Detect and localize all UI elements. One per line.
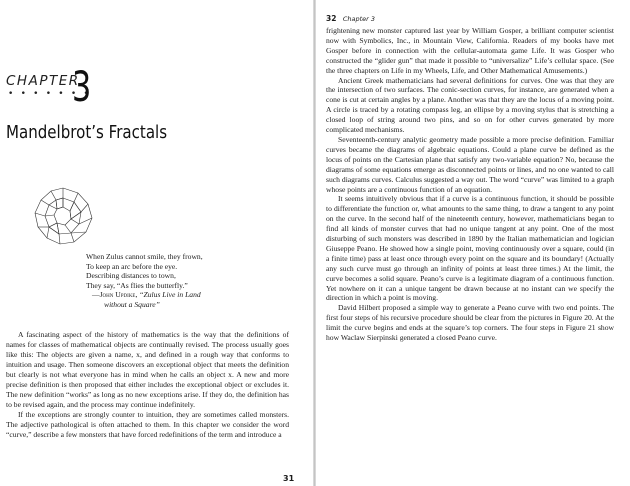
running-header	[326, 14, 375, 23]
epigraph-attribution: —John Updike, “Zulus Live in Land	[92, 290, 201, 300]
page-number: 31	[283, 474, 295, 483]
paragraph-continued: frightening new monster captured last year by William Gosper, a brilliant computer scientist now with Symbolics, Inc., in Mountain View, California. Readers of my books have met Gosper before in connection with the cellular-automata game Life. It was Gosper who constructed the “glider gun” that made it possible to “universalize” Life’s cellular space. (See the three chapters on Life in my Wheels, Life, and Other Mathematical Amusements.)	[326, 26, 614, 75]
attribution-author: John Updike	[99, 290, 136, 300]
paragraph: David Hilbert proposed a simple way to generate a Peano curve with two end points. The first four steps of his recursive procedure should be clear from the pictures in Figure 20. At the limit the curve begins and ends at the square’s top corners. The four steps in Figure 21 show how Waclaw Sierpinski generated a closed Peano curve.	[326, 303, 614, 343]
epigraph-line: When Zulus cannot smile, they frown,	[86, 252, 203, 261]
chapter-number: 3	[72, 62, 92, 111]
epigraph-line: Describing distances to town,	[86, 271, 176, 281]
chapter-dots: • • • • • • •	[8, 89, 91, 99]
paragraph: If the exceptions are strongly counter to intuition, they are sometimes called monsters. The adjective pathological is often attached to them. In this chapter we consider the word “curve,” describe a few monsters that have forced redefinitions of the term and introduce a	[6, 409, 289, 439]
paragraph: Ancient Greek mathematicians had several definitions for curves. One was that they are the intersection of two surfaces. The conic-section curves, for instance, are generated when a cone is cut at certain angles by a plane. Another was that they are the locus of a moving point. A circle is traced by a rotating compass leg, an ellipse by a moving stylus that is stretching a closed loop of string around two pins, and so on for other curves generated by more complicated mechanisms.	[326, 75, 614, 135]
attribution-work: “Zulus Live in Land	[139, 290, 201, 300]
epigraph-line: To keep an arc before the eye.	[86, 261, 178, 271]
paragraph: It seems intuitively obvious that if a curve is a continuous function, it should be possible to differentiate the function or, what amounts to the same thing, to draw a tangent to any point on the curve. In the second half of the nineteenth century, however, mathematicians began to find all kinds of monster curves that had no unique tangent at any point. One of the most disturbing of such monsters was described in 1890 by the Italian mathematician and logician Giuseppe Peano. He showed how a single point, moving continuously over a square, could (in a finite time) pass at least once through every point on the square and its boundary! (Actually any such curve must go through an infinity of points at least three times.) At the limit, the curve becomes a solid square. Peano’s curve is a legitimate diagram of a continuous function. Yet nowhere on it can a unique tangent be drawn because at no instant can we specify the direction in which a point is moving.	[326, 194, 614, 303]
chapter-title: Mandelbrot’s Fractals	[6, 123, 168, 143]
epigraph-line: They say, “As flies the butterfly.”	[86, 280, 188, 290]
right-body-text	[326, 26, 614, 343]
page-number: 32	[326, 14, 337, 23]
epigraph	[86, 252, 306, 310]
left-page	[0, 0, 314, 486]
running-chapter: Chapter 3	[342, 15, 376, 23]
chapter-label: CHAPTER	[6, 73, 80, 89]
right-page	[316, 0, 630, 486]
paragraph: Seventeenth-century analytic geometry made possible a more precise definition. Familiar curves became the diagrams of algebraic equations. Could a plane curve be defined as the locus of points on the Cartesian plane that satisfy any two-variable equation? No, because the diagrams of some equations emerge as disconnected points or lines, and no one wanted to call such diagrams curves. Calculus suggested a way out. The word “curve” was limited to a graph whose points are a continuous function of an equation.	[326, 134, 614, 194]
left-body-text	[6, 330, 289, 439]
fractal-snowflake-icon	[30, 185, 96, 247]
paragraph: A fascinating aspect of the history of mathematics is the way that the definitions of names for classes of mathematical objects are continually revised. The process usually goes like this: The objects are given a name, x, and defined in a rough way that conforms to intuition and usage. Then someone discovers an exceptional object that meets the definition but clearly is not what everyone has in mind when he calls an object x. A new and more precise definition is then proposed that either includes the exceptional object or excludes it. The new definition “works” as long as no new exceptions arise. If they do, the definition has to be revised again, and the process may continue indefinitely.	[6, 330, 289, 409]
attribution-dash: —	[92, 290, 100, 300]
attribution-work-continued: without a Square”	[104, 299, 160, 309]
